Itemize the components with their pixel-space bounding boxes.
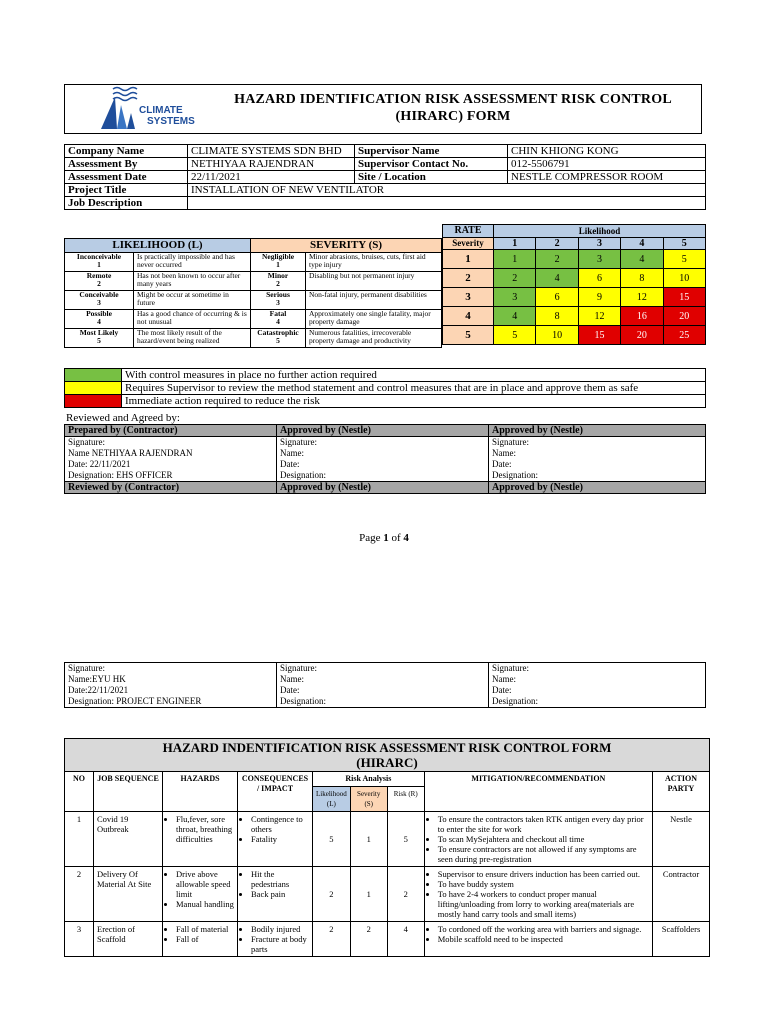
likelihood-col-header: 5 bbox=[663, 238, 705, 250]
company-logo bbox=[93, 85, 203, 133]
row-risk: 2 bbox=[387, 867, 424, 922]
project-info-table bbox=[64, 144, 706, 210]
severity-level: Serious 3 bbox=[251, 291, 306, 310]
form-title-line1: HAZARD IDENTIFICATION RISK ASSESSMENT RISK CONTROL bbox=[234, 92, 672, 107]
list-item: • Manual handling bbox=[176, 899, 234, 909]
risk-cell: 4 bbox=[621, 250, 663, 269]
risk-cell: 5 bbox=[494, 326, 536, 345]
legend-row bbox=[65, 329, 442, 348]
sig-designation: Designation: EHS OFFICER bbox=[68, 470, 173, 480]
list-item: • Flu,fever, sore throat, breathing difficulties bbox=[176, 814, 234, 844]
col-hazards: HAZARDS bbox=[163, 772, 238, 812]
risk-cell: 4 bbox=[494, 307, 536, 326]
risk-cell: 4 bbox=[536, 269, 578, 288]
sig-designation: Designation: bbox=[280, 696, 326, 706]
severity-level: Negligible 1 bbox=[251, 253, 306, 272]
approved-details-3 bbox=[277, 663, 489, 708]
row-action-party: Nestle bbox=[653, 812, 710, 867]
likelihood-col-header: 2 bbox=[536, 238, 578, 250]
prepared-by-header: Prepared by (Contractor) bbox=[65, 425, 277, 437]
severity-row-header: 1 bbox=[443, 250, 494, 269]
severity-row-header: 2 bbox=[443, 269, 494, 288]
risk-cell: 6 bbox=[578, 269, 620, 288]
risk-cell: 3 bbox=[494, 288, 536, 307]
list-item: • Hit the pedestrians bbox=[251, 869, 309, 889]
sig-name: Name: bbox=[492, 448, 516, 458]
date-label: Assessment Date bbox=[65, 171, 188, 184]
hirarc-title-line1: HAZARD INDENTIFICATION RISK ASSESSMENT RISK CONTROL FORM bbox=[162, 740, 612, 755]
sig-line: Signature: bbox=[68, 437, 105, 447]
page-of: of bbox=[388, 532, 404, 544]
form-header bbox=[64, 84, 702, 134]
col-job-sequence: JOB SEQUENCE bbox=[94, 772, 163, 812]
risk-cell: 3 bbox=[578, 250, 620, 269]
table-row bbox=[65, 922, 710, 957]
approved-by-header-2: Approved by (Nestle) bbox=[489, 425, 706, 437]
col-severity: Severity (S) bbox=[350, 787, 387, 812]
page-label: Page bbox=[359, 532, 384, 544]
risk-matrix-section bbox=[64, 224, 706, 356]
severity-desc: Approximately one single fatality, major property damage bbox=[306, 310, 442, 329]
hirarc-table bbox=[64, 738, 710, 957]
likelihood-level: Inconceivable 1 bbox=[65, 253, 134, 272]
key-yellow-swatch bbox=[65, 382, 122, 395]
reviewed-by-header: Reviewed by (Contractor) bbox=[65, 482, 277, 494]
col-likelihood: Likelihood (L) bbox=[313, 787, 351, 812]
logo-text-climate: CLIMATE bbox=[139, 105, 183, 116]
approved-by-footer-1: Approved by (Nestle) bbox=[277, 482, 489, 494]
severity-col-title: Severity bbox=[443, 238, 494, 250]
row-likelihood: 5 bbox=[313, 812, 351, 867]
severity-row-header: 4 bbox=[443, 307, 494, 326]
hirarc-title bbox=[65, 739, 710, 772]
project-label: Project Title bbox=[65, 184, 188, 197]
reviewed-details bbox=[65, 663, 277, 708]
likelihood-desc: Is practically impossible and has never occurred bbox=[134, 253, 251, 272]
list-item: • Mobile scaffold need to be inspected bbox=[438, 934, 649, 944]
assessed-label: Assessment By bbox=[65, 158, 188, 171]
approved-details-4 bbox=[489, 663, 706, 708]
form-title bbox=[203, 91, 703, 125]
list-item: • To ensure contractors are not allowed if any symptoms are seen during pre-registration bbox=[438, 844, 649, 864]
col-mitigation: MITIGATION/RECOMMENDATION bbox=[424, 772, 652, 812]
assessed-value: NETHIYAA RAJENDRAN bbox=[188, 158, 355, 171]
row-hazards bbox=[163, 812, 238, 867]
date-value: 22/11/2021 bbox=[188, 171, 355, 184]
sig-line: Signature: bbox=[280, 663, 317, 673]
row-consequences bbox=[238, 922, 313, 957]
row-mitigation bbox=[424, 922, 652, 957]
job-label: Job Description bbox=[65, 197, 188, 210]
legend-row bbox=[65, 291, 442, 310]
legend-row bbox=[65, 272, 442, 291]
row-likelihood: 2 bbox=[313, 867, 351, 922]
site-label: Site / Location bbox=[355, 171, 508, 184]
row-hazards bbox=[163, 922, 238, 957]
risk-cell: 15 bbox=[578, 326, 620, 345]
sig-date: Date: bbox=[280, 459, 300, 469]
likelihood-level: Conceivable 3 bbox=[65, 291, 134, 310]
severity-desc: Disabling but not permanent injury bbox=[306, 272, 442, 291]
col-consequences: CONSEQUENCES / IMPACT bbox=[238, 772, 313, 812]
job-value bbox=[188, 197, 706, 210]
risk-cell: 1 bbox=[494, 250, 536, 269]
row-no: 1 bbox=[65, 812, 94, 867]
signature-table-1 bbox=[64, 424, 706, 494]
contact-label: Supervisor Contact No. bbox=[355, 158, 508, 171]
row-no: 2 bbox=[65, 867, 94, 922]
severity-level: Minor 2 bbox=[251, 272, 306, 291]
likelihood-severity-legend bbox=[64, 238, 442, 348]
risk-cell: 15 bbox=[663, 288, 705, 307]
row-risk: 5 bbox=[387, 812, 424, 867]
list-item: • To scan MySejahtera and checkout all time bbox=[438, 834, 649, 844]
sig-name: Name: bbox=[280, 674, 304, 684]
sig-date: Date:22/11/2021 bbox=[68, 685, 129, 695]
sig-name: Name:EYU HK bbox=[68, 674, 126, 684]
severity-level: Catastrophic 5 bbox=[251, 329, 306, 348]
likelihood-level: Remote 2 bbox=[65, 272, 134, 291]
row-job: Covid 19 Outbreak bbox=[94, 812, 163, 867]
severity-row-header: 3 bbox=[443, 288, 494, 307]
row-action-party: Scaffolders bbox=[653, 922, 710, 957]
likelihood-desc: Might be occur at sometime in future bbox=[134, 291, 251, 310]
site-value: NESTLE COMPRESSOR ROOM bbox=[508, 171, 706, 184]
sig-line: Signature: bbox=[492, 437, 529, 447]
row-hazards bbox=[163, 867, 238, 922]
risk-cell: 20 bbox=[663, 307, 705, 326]
signature-table-2 bbox=[64, 662, 706, 708]
rate-title: RATE bbox=[443, 225, 494, 238]
risk-cell: 2 bbox=[494, 269, 536, 288]
severity-row-header: 5 bbox=[443, 326, 494, 345]
key-yellow-text: Requires Supervisor to review the method statement and control measures that are in place and approve them as safe bbox=[122, 382, 706, 395]
sig-designation: Designation: bbox=[280, 470, 326, 480]
likelihood-level: Possible 4 bbox=[65, 310, 134, 329]
row-severity: 2 bbox=[350, 922, 387, 957]
risk-cell: 16 bbox=[621, 307, 663, 326]
severity-desc: Non-fatal injury, permanent disabilities bbox=[306, 291, 442, 310]
list-item: • To ensure the contractors taken RTK antigen every day prior to enter the site for work bbox=[438, 814, 649, 834]
list-item: • Fall of bbox=[176, 934, 234, 944]
contact-value: 012-5506791 bbox=[508, 158, 706, 171]
row-mitigation bbox=[424, 812, 652, 867]
list-item: • Bodily injured bbox=[251, 924, 309, 934]
key-green-text: With control measures in place no further action required bbox=[122, 369, 706, 382]
col-risk: Risk (R) bbox=[387, 787, 424, 812]
legend-row bbox=[65, 310, 442, 329]
row-no: 3 bbox=[65, 922, 94, 957]
list-item: • Fracture at body parts bbox=[251, 934, 309, 954]
sig-name: Name: bbox=[492, 674, 516, 684]
likelihood-title: LIKELIHOOD (L) bbox=[65, 239, 251, 253]
reviewed-agreed-label: Reviewed and Agreed by: bbox=[66, 412, 180, 424]
row-likelihood: 2 bbox=[313, 922, 351, 957]
likelihood-col-header: 4 bbox=[621, 238, 663, 250]
sig-line: Signature: bbox=[280, 437, 317, 447]
likelihood-col-header: 3 bbox=[578, 238, 620, 250]
likelihood-level: Most Likely 5 bbox=[65, 329, 134, 348]
table-row bbox=[65, 867, 710, 922]
sig-name: Name NETHIYAA RAJENDRAN bbox=[68, 448, 193, 458]
sig-date: Date: bbox=[492, 459, 512, 469]
sig-designation: Designation: PROJECT ENGINEER bbox=[68, 696, 202, 706]
sig-name: Name: bbox=[280, 448, 304, 458]
project-value: INSTALLATION OF NEW VENTILATOR bbox=[188, 184, 706, 197]
approved-details-2 bbox=[489, 437, 706, 482]
sig-designation: Designation: bbox=[492, 470, 538, 480]
list-item: • To have buddy system bbox=[438, 879, 649, 889]
col-action-party: ACTION PARTY bbox=[653, 772, 710, 812]
table-row bbox=[65, 812, 710, 867]
key-red-text: Immediate action required to reduce the risk bbox=[122, 395, 706, 408]
likelihood-col-header: 1 bbox=[494, 238, 536, 250]
risk-cell: 25 bbox=[663, 326, 705, 345]
prepared-by-details bbox=[65, 437, 277, 482]
risk-cell: 20 bbox=[621, 326, 663, 345]
list-item: • Back pain bbox=[251, 889, 309, 899]
row-mitigation bbox=[424, 867, 652, 922]
risk-cell: 8 bbox=[621, 269, 663, 288]
row-consequences bbox=[238, 867, 313, 922]
hirarc-title-line2: (HIRARC) bbox=[356, 755, 418, 770]
list-item: • Contingence to others bbox=[251, 814, 309, 834]
risk-cell: 6 bbox=[536, 288, 578, 307]
risk-cell: 8 bbox=[536, 307, 578, 326]
row-action-party: Contractor bbox=[653, 867, 710, 922]
page-number bbox=[0, 532, 768, 544]
key-red-swatch bbox=[65, 395, 122, 408]
severity-desc: Minor abrasions, bruises, cuts, first aid type injury bbox=[306, 253, 442, 272]
row-job: Delivery Of Material At Site bbox=[94, 867, 163, 922]
risk-cell: 5 bbox=[663, 250, 705, 269]
list-item: • Fall of material bbox=[176, 924, 234, 934]
row-job: Erection of Scaffold bbox=[94, 922, 163, 957]
row-consequences bbox=[238, 812, 313, 867]
approved-details-1 bbox=[277, 437, 489, 482]
sig-date: Date: bbox=[280, 685, 300, 695]
page-total: 4 bbox=[403, 532, 409, 544]
severity-desc: Numerous fatalities, irrecoverable property damage and productivity bbox=[306, 329, 442, 348]
company-value: CLIMATE SYSTEMS SDN BHD bbox=[188, 145, 355, 158]
list-item: • To cordoned off the working area with barriers and signage. bbox=[438, 924, 649, 934]
severity-level: Fatal 4 bbox=[251, 310, 306, 329]
legend-row bbox=[65, 253, 442, 272]
form-title-line2: (HIRARC) FORM bbox=[395, 109, 511, 124]
sig-designation: Designation: bbox=[492, 696, 538, 706]
row-severity: 1 bbox=[350, 867, 387, 922]
list-item: • Fatality bbox=[251, 834, 309, 844]
sig-line: Signature: bbox=[68, 663, 105, 673]
likelihood-desc: Has not been known to occur after many years bbox=[134, 272, 251, 291]
risk-cell: 10 bbox=[663, 269, 705, 288]
risk-cell: 12 bbox=[578, 307, 620, 326]
col-no: NO bbox=[65, 772, 94, 812]
row-risk: 4 bbox=[387, 922, 424, 957]
supervisor-value: CHIN KHIONG KONG bbox=[508, 145, 706, 158]
approved-by-footer-2: Approved by (Nestle) bbox=[489, 482, 706, 494]
logo-text-systems: SYSTEMS bbox=[147, 116, 195, 127]
key-green-swatch bbox=[65, 369, 122, 382]
col-risk-analysis: Risk Analysis bbox=[313, 772, 425, 787]
risk-color-key bbox=[64, 368, 706, 408]
sig-date: Date: 22/11/2021 bbox=[68, 459, 131, 469]
risk-rate-grid bbox=[442, 224, 706, 345]
severity-title: SEVERITY (S) bbox=[251, 239, 442, 253]
list-item: • To have 2-4 workers to conduct proper manual lifting/unloading from lorry to working area(materials are mostly hand carry tools and small items) bbox=[438, 889, 649, 919]
approved-by-header-1: Approved by (Nestle) bbox=[277, 425, 489, 437]
sig-line: Signature: bbox=[492, 663, 529, 673]
company-label: Company Name bbox=[65, 145, 188, 158]
risk-cell: 10 bbox=[536, 326, 578, 345]
page-current: 1 bbox=[383, 532, 389, 544]
list-item: • Drive above allowable speed limit bbox=[176, 869, 234, 899]
sig-date: Date: bbox=[492, 685, 512, 695]
risk-cell: 2 bbox=[536, 250, 578, 269]
likelihood-desc: Has a good chance of occurring & is not unusual bbox=[134, 310, 251, 329]
likelihood-desc: The most likely result of the hazard/event being realized bbox=[134, 329, 251, 348]
supervisor-label: Supervisor Name bbox=[355, 145, 508, 158]
risk-cell: 9 bbox=[578, 288, 620, 307]
row-severity: 1 bbox=[350, 812, 387, 867]
list-item: • Supervisor to ensure drivers induction has been carried out. bbox=[438, 869, 649, 879]
risk-cell: 12 bbox=[621, 288, 663, 307]
likelihood-col-title: Likelihood bbox=[494, 225, 706, 238]
